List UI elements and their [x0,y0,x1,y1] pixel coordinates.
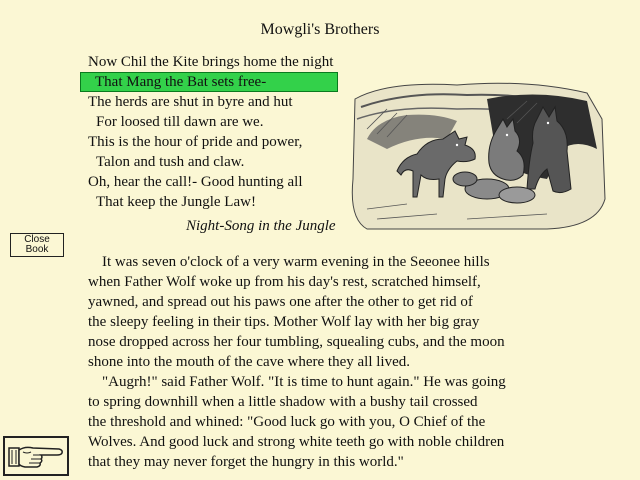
poem-line: This is the hour of pride and power, [88,134,303,150]
next-page-button[interactable] [3,436,69,476]
prose-line: nose dropped across her four tumbling, squealing cubs, and the moon [88,334,505,350]
prose-line: Wolves. And good luck and strong white teeth go with noble children [88,434,505,450]
prose-line: to spring downhill when a little shadow with a bushy tail crossed [88,394,478,410]
prose-line: yawned, and spread out his paws one after the other to get rid of [88,294,473,310]
prose-line: "Augrh!" said Father Wolf. "It is time to hunt again." He was going [102,374,506,390]
poem [88,52,358,212]
poem-line: The herds are shut in byre and hut [88,94,293,110]
prose-line: the sleepy feeling in their tips. Mother Wolf lay with her big gray [88,314,480,330]
poem-attribution: Night-Song in the Jungle [186,218,336,234]
page-title: Mowgli's Brothers [260,21,380,38]
close-book-label-line2: Book [25,244,49,255]
poem-line: That keep the Jungle Law! [96,194,256,210]
prose-line: the threshold and whined: "Good luck go with you, O Chief of the [88,414,486,430]
poem-line: Talon and tush and claw. [96,154,245,170]
story-text [88,252,588,472]
poem-line: Oh, hear the call!- Good hunting all [88,174,303,190]
prose-line: It was seven o'clock of a very warm evening in the Seeonee hills [102,254,490,270]
prose-line: that they may never forget the hungry in this world." [88,454,404,470]
poem-line-highlighted[interactable]: That Mang the Bat sets free- [80,72,338,92]
prose-line: shone into the mouth of the cave where they all lived. [88,354,410,370]
close-book-label-line1: Close [24,234,50,245]
wolves-illustration [347,79,607,231]
poem-line: Now Chil the Kite brings home the night [88,54,334,70]
close-book-button[interactable] [10,233,64,257]
prose-line: when Father Wolf woke up from his day's rest, scratched himself, [88,274,481,290]
poem-line: For loosed till dawn are we. [96,114,264,130]
